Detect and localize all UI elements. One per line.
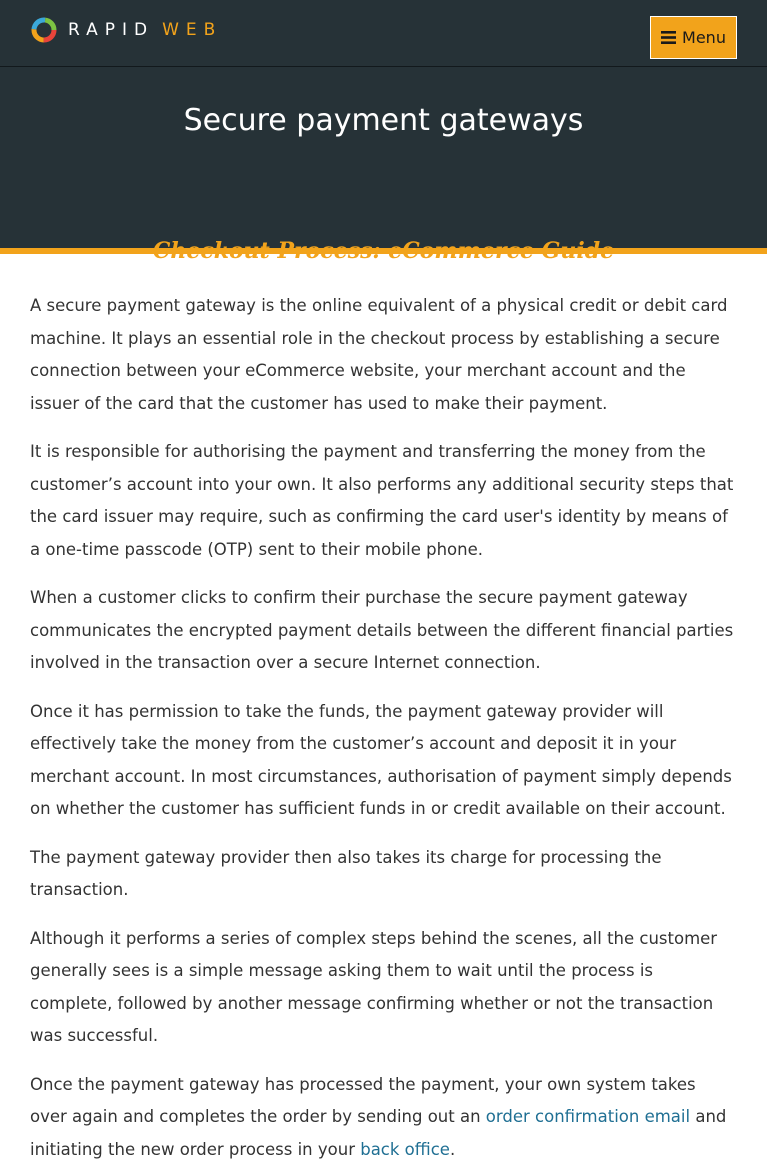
article-paragraph-7 bbox=[30, 1069, 737, 1166]
back-office-link[interactable]: back office bbox=[360, 1140, 450, 1159]
article-paragraph-2: It is responsible for authorising the payment and transferring the money from the customer’s account into your own. It also performs any additional security steps that the card issuer may require, such as confirming the card user's identity by means of a one-time passcode (OTP) sent to their mobile phone. bbox=[30, 436, 737, 566]
site-header bbox=[0, 0, 767, 67]
hero-banner bbox=[0, 67, 767, 254]
logo-ring-icon bbox=[30, 16, 58, 44]
article-paragraph-6: Although it performs a series of complex steps behind the scenes, all the customer generally sees is a simple message asking them to wait until the process is complete, followed by another message confirming whether or not the transaction was successful. bbox=[30, 923, 737, 1053]
site-logo[interactable] bbox=[30, 15, 222, 45]
logo-text-rapid: RAPID bbox=[68, 20, 154, 40]
order-confirmation-email-link[interactable]: order confirmation email bbox=[486, 1107, 690, 1126]
paragraph-7-text-end: . bbox=[450, 1140, 455, 1159]
page-title: Secure payment gateways bbox=[0, 99, 767, 143]
paragraph-7-text-middle: and initiating the new order process in your bbox=[30, 1107, 726, 1159]
article-paragraph-1: A secure payment gateway is the online equivalent of a physical credit or debit card machine. It plays an essential role in the checkout process by establishing a secure connection between your eCommerce website, your merchant account and the issuer of the card that the customer has used to make their payment. bbox=[30, 290, 737, 420]
page-subtitle: Checkout Process: eCommerce Guide bbox=[0, 233, 767, 269]
article-body bbox=[0, 254, 767, 1166]
article-paragraph-5: The payment gateway provider then also takes its charge for processing the transaction. bbox=[30, 842, 737, 907]
menu-button[interactable] bbox=[650, 16, 737, 59]
bars-icon bbox=[661, 31, 676, 44]
menu-button-label: Menu bbox=[682, 28, 726, 47]
article-paragraph-3: When a customer clicks to confirm their purchase the secure payment gateway communicates the encrypted payment details between the different financial parties involved in the transaction over a secure Internet connection. bbox=[30, 582, 737, 680]
logo-text-web: WEB bbox=[162, 20, 222, 40]
article-paragraph-4: Once it has permission to take the funds, the payment gateway provider will effectively take the money from the customer’s account and deposit it in your merchant account. In most circumstances, authorisation of payment simply depends on whether the customer has sufficient funds in or credit available on their account. bbox=[30, 696, 737, 826]
paragraph-7-text-start: Once the payment gateway has processed the payment, your own system takes over again and completes the order by sending out an bbox=[30, 1075, 696, 1127]
